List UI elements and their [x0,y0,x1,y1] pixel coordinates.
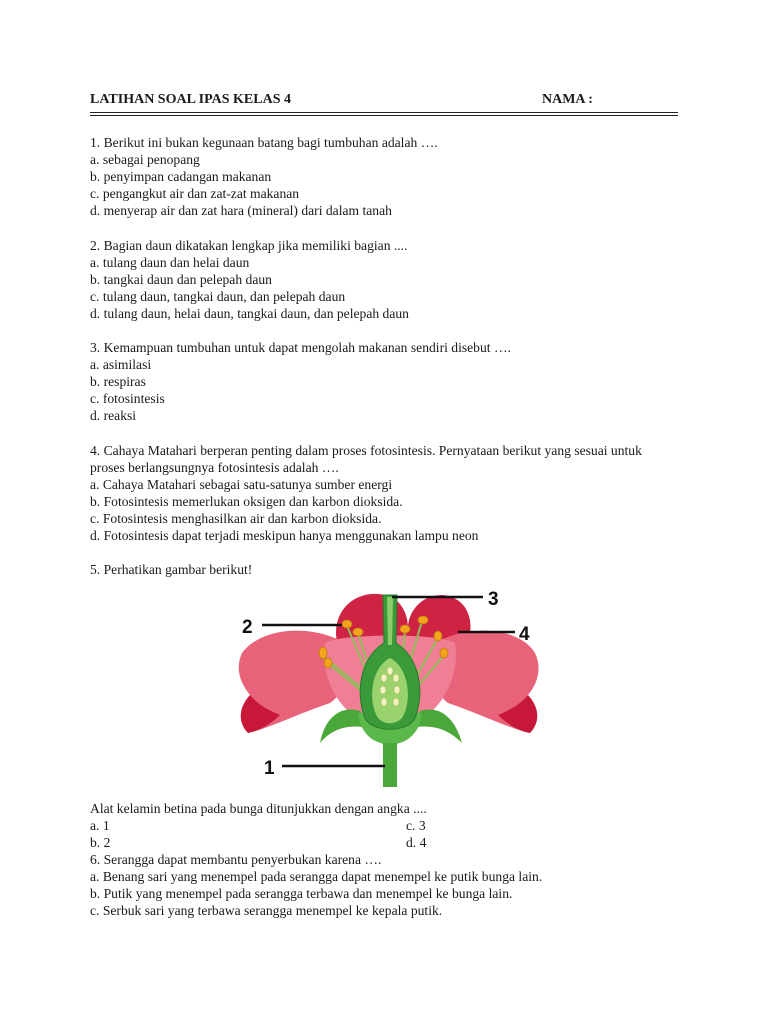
question-5-option-c: c. 3 [406,818,426,833]
question-4-text-line-1: 4. Cahaya Matahari berperan penting dalam proses fotosintesis. Pernyataan berikut yang sesuai untuk [90,443,642,458]
question-4-text-line-2: proses berlangsungnya fotosintesis adalah …. [90,460,339,475]
question-4-option-d: d. Fotosintesis dapat terjadi meskipun hanya menggunakan lampu neon [90,528,479,543]
figure-label-1: 1 [264,758,275,779]
question-1-option-d: d. menyerap air dan zat hara (mineral) dari dalam tanah [90,203,392,218]
question-1-option-c: c. pengangkut air dan zat-zat makanan [90,186,300,201]
question-6-option-c: c. Serbuk sari yang terbawa serangga menempel ke kepala putik. [90,903,443,918]
question-5-text: 5. Perhatikan gambar berikut! [90,562,253,577]
question-4-option-c: c. Fotosintesis menghasilkan air dan karbon dioksida. [90,511,382,526]
figure-label-4: 4 [519,624,530,645]
question-3-option-b: b. respiras [90,374,146,389]
style [387,597,393,645]
figure-label-2: 2 [242,617,253,638]
name-field-label: NAMA : [542,92,593,107]
question-2-option-c: c. tulang daun, tangkai daun, dan pelepah daun [90,289,346,304]
question-4-option-b: b. Fotosintesis memerlukan oksigen dan karbon dioksida. [90,494,403,509]
question-1-option-b: b. penyimpan cadangan makanan [90,169,272,184]
flower-diagram [230,583,550,793]
worksheet-title: LATIHAN SOAL IPAS KELAS 4 [90,92,291,107]
question-1-text: 1. Berikut ini bukan kegunaan batang bagi tumbuhan adalah …. [90,135,438,150]
question-5-option-row-2 [90,834,427,851]
question-6-option-b: b. Putik yang menempel pada serangga terbawa dan menempel ke bunga lain. [90,886,513,901]
question-4-option-a: a. Cahaya Matahari sebagai satu-satunya sumber energi [90,477,393,492]
question-5-option-b: b. 2 [90,835,111,850]
question-2-option-d: d. tulang daun, helai daun, tangkai daun, dan pelepah daun [90,306,409,321]
header-divider [90,112,678,113]
question-6-option-a: a. Benang sari yang menempel pada serangga dapat menempel ke putik bunga lain. [90,869,543,884]
worksheet-header [90,92,678,110]
header-divider-secondary [90,115,678,116]
question-3-option-d: d. reaksi [90,408,137,423]
question-6-text: 6. Serangga dapat membantu penyerbukan karena …. [90,852,382,867]
question-3-option-a: a. asimilasi [90,357,152,372]
question-1-option-a: a. sebagai penopang [90,152,200,167]
question-5-option-row-1 [90,817,426,834]
flower-stem [383,743,397,787]
question-5-stem: Alat kelamin betina pada bunga ditunjukkan dengan angka .... [90,801,427,816]
question-3-option-c: c. fotosintesis [90,391,165,406]
question-3-text: 3. Kemampuan tumbuhan untuk dapat mengolah makanan sendiri disebut …. [90,340,511,355]
question-2-option-a: a. tulang daun dan helai daun [90,255,250,270]
question-5-option-a: a. 1 [90,818,110,833]
question-2-text: 2. Bagian daun dikatakan lengkap jika memiliki bagian .... [90,238,408,253]
question-5-option-d: d. 4 [406,835,427,850]
question-2-option-b: b. tangkai daun dan pelepah daun [90,272,272,287]
figure-label-3: 3 [488,589,499,610]
